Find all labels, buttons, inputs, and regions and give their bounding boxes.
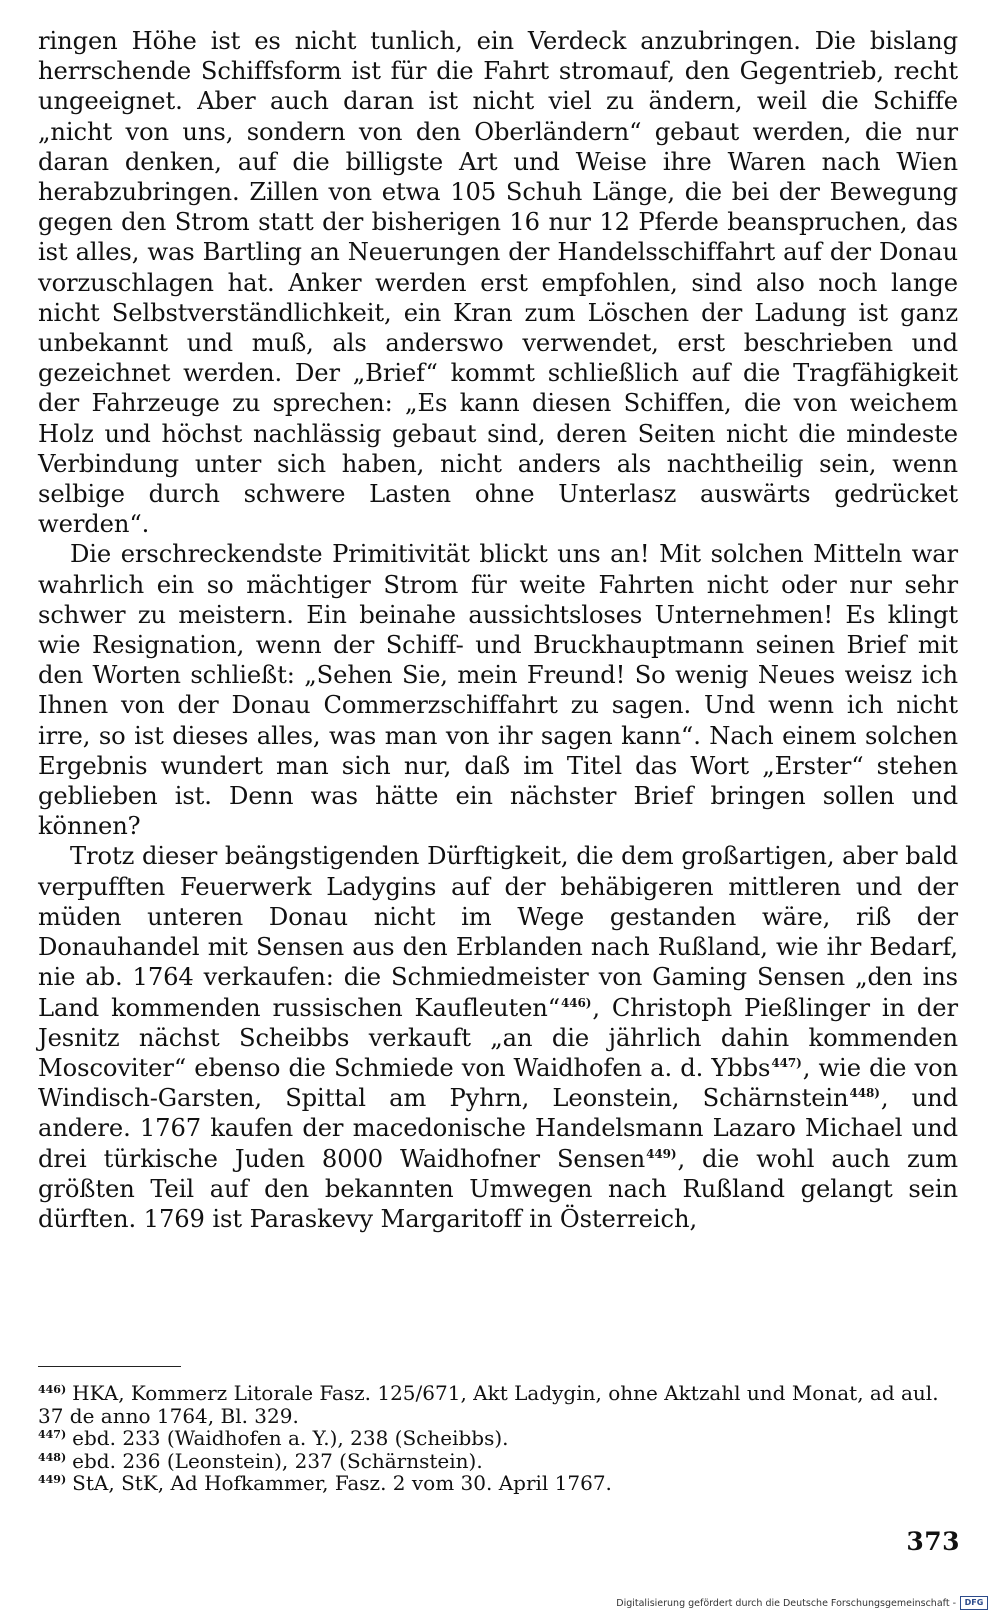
footnote-reference: 448) bbox=[849, 1086, 880, 1101]
paragraph-text: ringen Höhe ist es nicht tunlich, ein Verdeck anzubringen. Die bislang herrschende Schiffsform ist für die Fahrt stromauf, den Gegentrieb, recht ungeeignet. Aber auch daran ist nicht viel zu ändern, weil die Schiffe „nicht von uns, sondern von den Oberländern“ gebaut werden, die nur daran denken, auf die billigste Art und Weise ihre Waren nach Wien herabzubringen. Zillen von etwa 105 Schuh Länge, die bei der Bewegung gegen den Strom statt der bisherigen 16 nur 12 Pferde beanspruchen, das ist alles, was Bartling an Neuerungen der Handelsschiffahrt auf der Donau vorzuschlagen hat. Anker werden erst empfohlen, sind also noch lange nicht Selbstverständlichkeit, ein Kran zum Löschen der Ladung ist ganz unbekannt und muß, als anderswo verwendet, erst beschrieben und gezeichnet werden. Der „Brief“ kommt schließlich auf die Tragfähigkeit der Fahrzeuge zu sprechen: „Es kann diesen Schiffen, die von weichem Holz und höchst nachlässig gebaut sind, deren Seiten nicht die mindeste Verbindung unter sich haben, nicht anders als nachtheilig sein, wenn selbige durch schwere Lasten ohne Unterlasz auswärts gedrücket werden“. bbox=[38, 27, 958, 539]
footnote-number: 446) bbox=[38, 1383, 67, 1396]
digitization-footer bbox=[616, 1596, 988, 1610]
dfg-logo-icon: DFG bbox=[960, 1596, 988, 1610]
footnote bbox=[38, 1472, 958, 1495]
page-number: 373 bbox=[906, 1527, 960, 1556]
footnote bbox=[38, 1450, 958, 1473]
footnote-text: StA, StK, Ad Hofkammer, Fasz. 2 vom 30. April 1767. bbox=[72, 1471, 612, 1495]
paragraph-text: , Christoph Pießlinger in der Jesnitz nächst Scheibbs verkauft „an die jährlich dahin kommenden Moscoviter“ ebenso die Schmiede von Waidhofen a. d. Ybbs bbox=[38, 993, 958, 1082]
footnote-text: ebd. 233 (Waidhofen a. Y.), 238 (Scheibbs). bbox=[72, 1426, 509, 1450]
paragraph bbox=[38, 539, 958, 841]
footnote-number: 448) bbox=[38, 1450, 67, 1464]
paragraph-text: , die wohl auch zum größten Teil auf den bekannten Umwegen nach Rußland gelangt sein dürften. 1769 ist Paraskevy Margaritoff in Österreich, bbox=[38, 1144, 958, 1233]
paragraph-text: Trotz dieser beängstigenden Dürftigkeit, die dem großartigen, aber bald verpufften Feuerwerk Ladygins auf der behäbigeren mittleren und der müden unteren Donau nicht im Wege gestanden wäre, riß der Donauhandel mit Sensen aus den Erblanden nach Rußland, wie ihr Bedarf, nie ab. 1764 verkaufen: die Schmiedmeister von Gaming Sensen „den ins Land kommenden russischen Kaufleuten“ bbox=[38, 842, 958, 1022]
footnote-separator bbox=[38, 1366, 181, 1367]
footnote bbox=[38, 1382, 958, 1427]
footnote-reference: 447) bbox=[771, 1055, 802, 1070]
paragraph-text: , und andere. 1767 kaufen der macedonische Handelsmann Lazaro Michael und drei türkische Juden 8000 Waidhofner Sensen bbox=[38, 1084, 958, 1173]
paragraph-text: , wie die von Windisch-Garsten, Spittal am Pyhrn, Leonstein, Schärnstein bbox=[38, 1053, 959, 1113]
footnote-text: HKA, Kommerz Litorale Fasz. 125/671, Akt Ladygin, ohne Aktzahl und Monat, ad aul. 37 de anno 1764, Bl. 329. bbox=[38, 1381, 939, 1428]
footnote-number: 449) bbox=[38, 1473, 67, 1486]
footnote bbox=[38, 1427, 958, 1450]
footnote-reference: 446) bbox=[561, 995, 592, 1010]
footnote-reference: 449) bbox=[646, 1146, 677, 1161]
body-text bbox=[38, 26, 958, 1234]
footnote-text: ebd. 236 (Leonstein), 237 (Schärnstein). bbox=[72, 1448, 483, 1473]
digitization-note: Digitalisierung gefördert durch die Deutsche Forschungsgemeinschaft - bbox=[616, 1597, 956, 1609]
footnote-number: 447) bbox=[38, 1428, 67, 1441]
page-body bbox=[38, 26, 958, 1234]
footnotes bbox=[38, 1382, 958, 1495]
paragraph-text: Die erschreckendste Primitivität blickt uns an! Mit solchen Mitteln war wahrlich ein so mächtiger Strom für weite Fahrten nicht oder nur sehr schwer zu meistern. Ein beinahe aussichtsloses Unternehmen! Es klingt wie Resignation, wenn der Schiff- und Bruckhauptmann seinen Brief mit den Worten schließt: „Sehen Sie, mein Freund! So wenig Neues weisz ich Ihnen von der Donau Commerzschiffahrt zu sagen. Und wenn ich nicht irre, so ist dieses alles, was man von ihr sagen kann“. Nach einem solchen Ergebnis wundert man sich nur, daß im Titel das Wort „Erster“ stehen geblieben ist. Denn was hätte ein nächster Brief bringen sollen und können? bbox=[38, 540, 958, 841]
paragraph bbox=[38, 841, 958, 1234]
paragraph bbox=[38, 26, 958, 539]
